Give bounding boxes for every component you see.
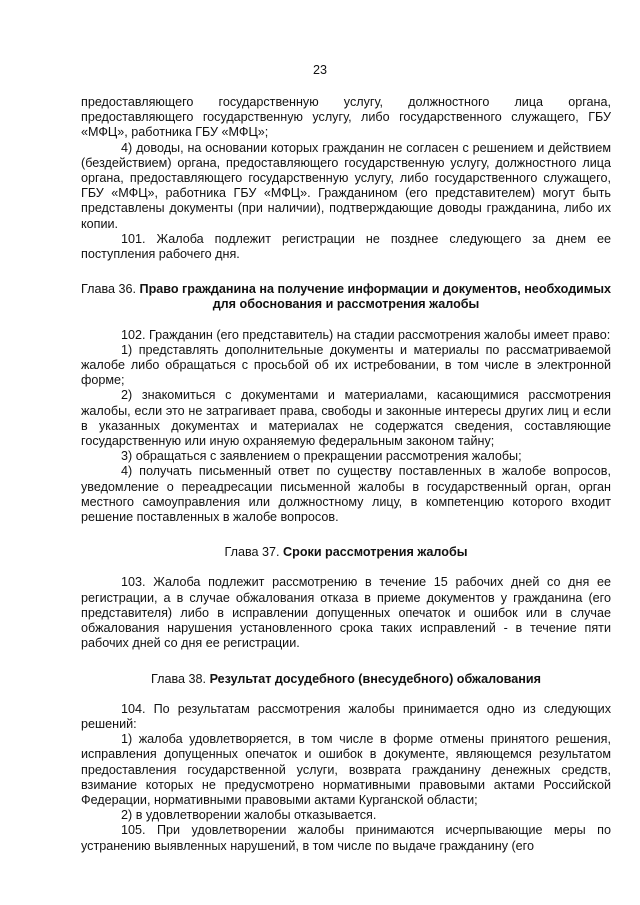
chapter-37-title: Сроки рассмотрения жалобы (283, 545, 468, 560)
paragraph-102-item-2: 2) знакомиться с документами и материалами, касающимися рассмотрения жалобы, если это не затрагивает права, свободы и законные интересы других лиц и если в указанных документах и материалах не содержатся сведения, составляющие государственную или иную охраняемую федеральным законом тайну; (81, 388, 611, 449)
chapter-38-heading (81, 672, 611, 687)
paragraph-102: 102. Гражданин (его представитель) на стадии рассмотрения жалобы имеет право: (121, 327, 611, 342)
chapter-38-title: Результат досудебного (внесудебного) обжалования (209, 671, 541, 686)
paragraph-105: 105. При удовлетворении жалобы принимаются исчерпывающие меры по устранению выявленных нарушений, в том числе по выдаче гражданину (его (81, 823, 611, 853)
chapter-37-heading (81, 545, 611, 560)
chapter-36-heading (81, 282, 611, 312)
paragraph-102-item-4: 4) получать письменный ответ по существу поставленных в жалобе вопросов, уведомление о переадресации письменной жалобы в государственный орган, орган местного самоуправления или должностному лицу, в компетенцию которого входит решение поставленных в жалобе вопросов. (81, 464, 611, 525)
chapter-36-label: Глава 36. (81, 282, 137, 297)
paragraph-104-item-1: 1) жалоба удовлетворяется, в том числе в форме отмены принятого решения, исправления допущенных опечаток и ошибок в документе, являющемся результатом предоставления государственной услуги, возврата гражданину денежных средств, взимание которых не предусмотрено нормативными правовыми актами Российской Федерации, нормативными правовыми актами Курганской области; (81, 732, 611, 807)
paragraph-102-item-3: 3) обращаться с заявлением о прекращении рассмотрения жалобы; (121, 449, 522, 464)
paragraph-104: 104. По результатам рассмотрения жалобы принимается одно из следующих решений: (81, 701, 611, 731)
chapter-37-label: Глава 37. (224, 545, 280, 560)
document-body (81, 95, 611, 854)
page-number: 23 (312, 63, 327, 77)
paragraph-102-item-1: 1) представлять дополнительные документы и материалы по рассматриваемой жалобе либо обращаться с просьбой об их истребовании, в том числе в электронной форме; (81, 342, 611, 388)
paragraph-101: 101. Жалоба подлежит регистрации не позднее следующего за днем ее поступления рабочего дня. (81, 231, 611, 262)
paragraph-continuation: предоставляющего государственную услугу, должностного лица органа, предоставляющего государственную услугу, либо государственного служащего, ГБУ «МФЦ», работника ГБУ «МФЦ»; (81, 95, 611, 140)
paragraph-104-item-2: 2) в удовлетворении жалобы отказывается. (121, 808, 377, 823)
paragraph-item-4: 4) доводы, на основании которых гражданин не согласен с решением и действием (бездействием) органа, предоставляющего государственную услугу, должностного лица органа, предоставляющего государственную услугу, либо государственного служащего, ГБУ «МФЦ», работника ГБУ «МФЦ». Гражданином (его представителем) могут быть представлены документы (при наличии), подтверждающие доводы гражданина, либо их копии. (81, 140, 611, 231)
chapter-38-label: Глава 38. (151, 671, 207, 686)
paragraph-103: 103. Жалоба подлежит рассмотрению в течение 15 рабочих дней со дня ее регистрации, а в случае обжалования отказа в приеме документов у гражданина (его представителя) либо в исправлении допущенных опечаток и ошибок или в случае обжалования нарушения установленного срока таких исправлений - в течение пяти рабочих дней со дня ее регистрации. (81, 575, 611, 651)
chapter-36-title: Право гражданина на получение информации и документов, необходимых для обоснования и рассмотрения жалобы (139, 282, 612, 312)
